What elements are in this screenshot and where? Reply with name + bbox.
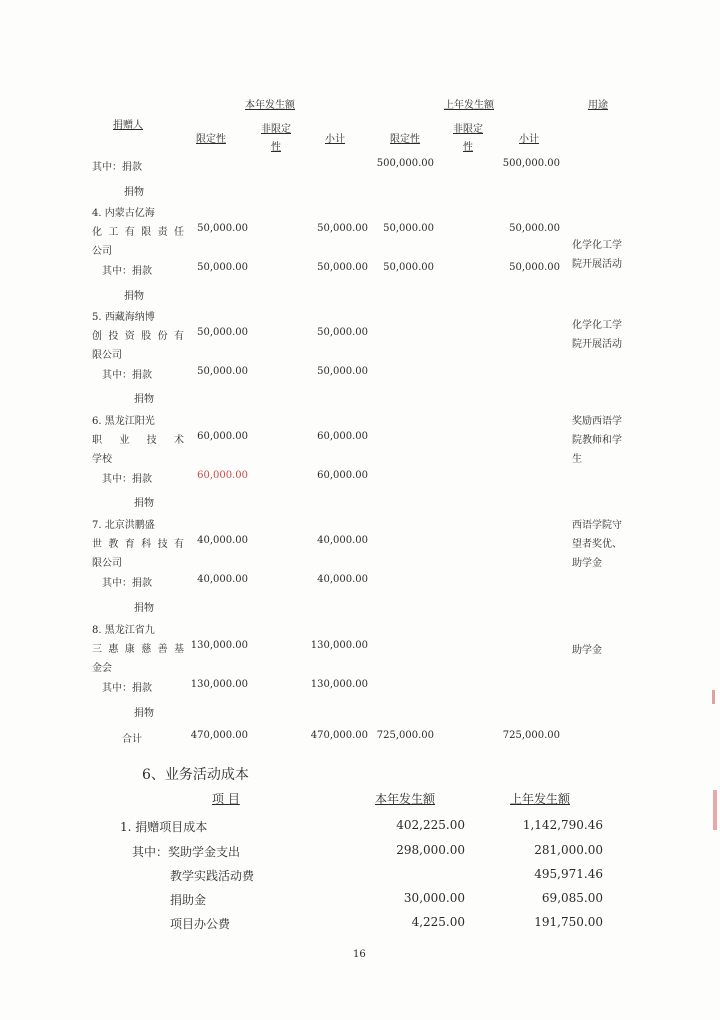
cost-prior-value: 281,000.00 — [534, 843, 603, 857]
donor-label: 7. 北京洪鹏盛 — [92, 520, 155, 531]
current-restricted-value: 50,000.00 — [197, 366, 248, 377]
prior-subtotal-value: 500,000.00 — [502, 158, 560, 169]
donor-label: 公司 — [92, 246, 112, 257]
donor-label: 合计 — [122, 734, 142, 745]
donor-label: 其中：捐款 — [102, 683, 152, 694]
prior-restricted-value: 50,000.00 — [383, 223, 434, 234]
purpose-text: 院教师和学 — [572, 435, 622, 446]
purpose-text: 奖励西语学 — [572, 416, 622, 427]
cost-item-label: 教学实践活动费 — [170, 869, 255, 883]
donor-label: 学校 — [92, 454, 112, 465]
cost-prior-value: 495,971.46 — [534, 867, 603, 881]
header-cur-subtotal: 小计 — [325, 134, 345, 145]
cost-item-label: 项目办公费 — [170, 917, 231, 931]
donor-label: 捐物 — [134, 603, 154, 614]
purpose-text: 助学金 — [572, 645, 602, 656]
header-prior-year: 上年发生额 — [444, 100, 494, 111]
purpose-text: 化学化工学 — [572, 240, 622, 251]
current-subtotal-value: 50,000.00 — [317, 223, 368, 234]
cost-item-label: 其中：奖助学金支出 — [132, 845, 241, 859]
purpose-text: 院开展活动 — [572, 259, 622, 270]
header-purpose: 用途 — [588, 100, 608, 111]
current-restricted-value: 50,000.00 — [197, 223, 248, 234]
donor-label: 其中：捐款 — [102, 474, 152, 485]
cost-current-value: 402,225.00 — [396, 818, 465, 832]
purpose-text: 院开展活动 — [572, 339, 622, 350]
cost-header-prior-year: 上年发生额 — [510, 792, 571, 806]
cost-header-current-year: 本年发生额 — [375, 792, 436, 806]
cost-prior-value: 1,142,790.46 — [522, 818, 603, 832]
prior-subtotal-value: 50,000.00 — [509, 223, 560, 234]
donor-label: 捐物 — [134, 498, 154, 509]
donor-label: 职 业 技 术 — [92, 435, 184, 446]
purpose-text: 生 — [572, 454, 582, 465]
header-pri-restricted: 限定性 — [390, 134, 420, 145]
donor-label: 化工有限责任 — [92, 227, 184, 238]
current-subtotal-value: 40,000.00 — [317, 535, 368, 546]
donor-label: 世教育科技有 — [92, 539, 184, 550]
purpose-text: 化学化工学 — [572, 320, 622, 331]
cost-current-value: 298,000.00 — [396, 843, 465, 857]
cost-current-value: 4,225.00 — [411, 915, 465, 929]
cost-prior-value: 69,085.00 — [541, 891, 603, 905]
current-subtotal-value: 130,000.00 — [310, 679, 368, 690]
donor-label: 创投资股份有 — [92, 331, 184, 342]
donor-label: 4. 内蒙古亿海 — [92, 208, 155, 219]
page-number: 16 — [353, 949, 366, 960]
donor-label: 捐物 — [124, 291, 144, 302]
current-subtotal-value: 50,000.00 — [317, 366, 368, 377]
current-subtotal-value: 50,000.00 — [317, 262, 368, 273]
donor-label: 捐物 — [134, 708, 154, 719]
donor-label: 其中：捐款 — [102, 578, 152, 589]
header-cur-unrestricted: 非限定 性 — [261, 124, 291, 153]
donor-label: 其中：捐款 — [102, 370, 152, 381]
cost-prior-value: 191,750.00 — [534, 915, 603, 929]
donor-label: 其中：捐款 — [102, 266, 152, 277]
donor-label: 三惠康慈善基 — [92, 644, 184, 655]
donor-label: 其中：捐款 — [92, 162, 142, 173]
donor-label: 金会 — [92, 663, 112, 674]
donor-label: 限公司 — [92, 350, 122, 361]
edge-mark — [712, 690, 715, 704]
current-restricted-value: 50,000.00 — [197, 327, 248, 338]
current-subtotal-value: 470,000.00 — [310, 730, 368, 741]
current-subtotal-value: 60,000.00 — [317, 470, 368, 481]
cost-current-value: 30,000.00 — [403, 891, 465, 905]
current-subtotal-value: 50,000.00 — [317, 327, 368, 338]
header-pri-subtotal: 小计 — [519, 134, 539, 145]
current-restricted-value: 130,000.00 — [190, 640, 248, 651]
prior-restricted-value: 50,000.00 — [383, 262, 434, 273]
header-current-year: 本年发生额 — [245, 100, 295, 111]
current-restricted-value: 60,000.00 — [197, 470, 248, 481]
current-subtotal-value: 40,000.00 — [317, 574, 368, 585]
header-cur-restricted: 限定性 — [196, 134, 226, 145]
current-restricted-value: 40,000.00 — [197, 574, 248, 585]
purpose-text: 望者奖优、 — [572, 539, 622, 550]
donor-label: 捐物 — [134, 394, 154, 405]
current-restricted-value: 60,000.00 — [197, 431, 248, 442]
purpose-text: 助学金 — [572, 558, 602, 569]
current-restricted-value: 50,000.00 — [197, 262, 248, 273]
current-restricted-value: 40,000.00 — [197, 535, 248, 546]
prior-restricted-value: 500,000.00 — [376, 158, 434, 169]
donor-label: 8. 黑龙江省九 — [92, 625, 155, 636]
donor-label: 5. 西藏海纳博 — [92, 312, 155, 323]
donor-label: 6. 黑龙江阳光 — [92, 416, 155, 427]
cost-item-label: 捐助金 — [170, 893, 207, 907]
prior-subtotal-value: 50,000.00 — [509, 262, 560, 273]
current-subtotal-value: 60,000.00 — [317, 431, 368, 442]
header-donor: 捐赠人 — [113, 120, 143, 131]
current-subtotal-value: 130,000.00 — [310, 640, 368, 651]
cost-header-item: 项 目 — [212, 792, 240, 806]
purpose-text: 西语学院守 — [572, 520, 622, 531]
donor-label: 捐物 — [124, 187, 144, 198]
current-restricted-value: 130,000.00 — [190, 679, 248, 690]
header-pri-unrestricted: 非限定 性 — [453, 124, 483, 153]
prior-restricted-value: 725,000.00 — [376, 730, 434, 741]
donor-label: 限公司 — [92, 558, 122, 569]
current-restricted-value: 470,000.00 — [190, 730, 248, 741]
cost-item-label: 1. 捐赠项目成本 — [120, 820, 208, 834]
section-title: 6、业务活动成本 — [142, 767, 249, 783]
prior-subtotal-value: 725,000.00 — [502, 730, 560, 741]
edge-mark — [713, 790, 717, 830]
